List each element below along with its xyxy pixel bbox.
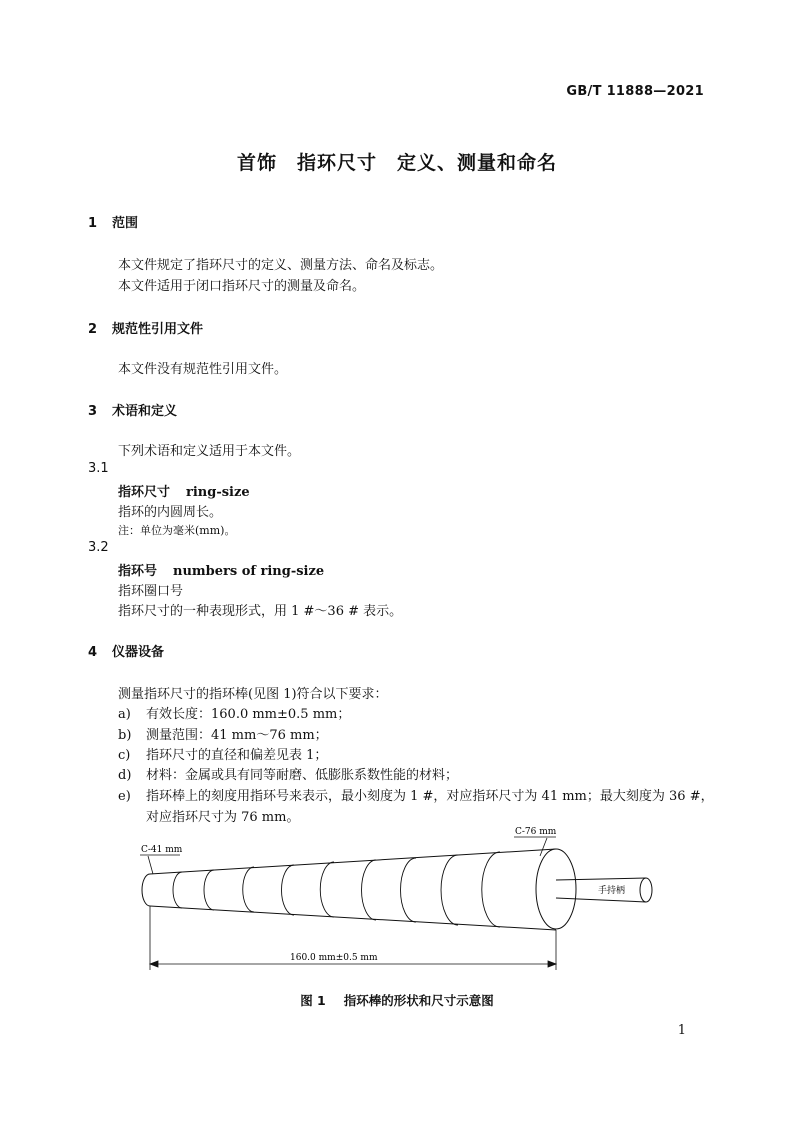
- term-alternative: 指环圈口号: [118, 584, 184, 599]
- list-text: 材料：金属或具有同等耐磨、低膨胀系数性能的材料；: [146, 768, 459, 783]
- label-handle: 手持柄: [598, 886, 626, 896]
- term-en: ring-size: [186, 485, 250, 500]
- graduation-rings: [173, 852, 500, 927]
- label-max-size: C-76 mm: [515, 827, 557, 837]
- section-title: 范围: [112, 216, 139, 231]
- section-number: 1: [88, 216, 98, 231]
- section-number: 3: [88, 404, 98, 419]
- section-title: 仪器设备: [112, 645, 165, 660]
- section-title: 规范性引用文件: [112, 322, 204, 337]
- paragraph: 测量指环尺寸的指环棒(见图 1)符合以下要求：: [118, 687, 388, 702]
- term-definition: 指环的内圆周长。: [118, 505, 223, 520]
- paragraph: 本文件适用于闭口指环尺寸的测量及命名。: [118, 279, 366, 294]
- section-number: 4: [88, 645, 98, 660]
- list-item-continuation: 对应指环尺寸为 76 mm。: [146, 810, 300, 825]
- list-text: 指环棒上的刻度用指环号来表示，最小刻度为 1 #，对应指环尺寸为 41 mm；最大刻度为 36 #，: [146, 789, 714, 804]
- list-text: 测量范围：41 mm～76 mm；: [146, 728, 328, 743]
- term-definition: 指环尺寸的一种表现形式，用 1 #～36 # 表示。: [118, 604, 403, 619]
- document-title: 首饰 指环尺寸 定义、测量和命名: [236, 152, 557, 174]
- term-en: numbers of ring-size: [173, 564, 325, 579]
- standard-number: GB/T 11888—2021: [566, 84, 704, 99]
- figure-caption: [0, 991, 794, 1009]
- term-number: 3.2: [88, 540, 109, 555]
- term-note: 注：单位为毫米(mm)。: [118, 524, 236, 537]
- paragraph: 下列术语和定义适用于本文件。: [118, 444, 301, 459]
- paragraph: 本文件没有规范性引用文件。: [118, 362, 288, 377]
- list-marker: c): [118, 748, 131, 763]
- label-max-leader: [540, 838, 547, 856]
- list-text: 有效长度：160.0 mm±0.5 mm；: [146, 707, 351, 722]
- list-text: 指环尺寸的直径和偏差见表 1；: [146, 748, 328, 763]
- mandrel-body: [142, 849, 576, 930]
- list-marker: d): [118, 768, 132, 783]
- label-min-size: C-41 mm: [141, 845, 183, 855]
- list-marker: e): [118, 789, 131, 804]
- label-min-leader: [148, 856, 153, 874]
- paragraph: 本文件规定了指环尺寸的定义、测量方法、命名及标志。: [118, 258, 444, 273]
- page-number: 1: [677, 1023, 686, 1038]
- section-title: 术语和定义: [112, 404, 178, 419]
- term-zh: 指环号: [118, 564, 158, 579]
- section-number: 2: [88, 322, 98, 337]
- term-zh: 指环尺寸: [118, 485, 171, 500]
- figure-title: 指环棒的形状和尺寸示意图: [343, 993, 494, 1008]
- list-marker: a): [118, 707, 131, 722]
- figure-number: 图 1: [300, 993, 326, 1008]
- label-length: 160.0 mm±0.5 mm: [290, 953, 378, 963]
- list-marker: b): [118, 728, 132, 743]
- term-number: 3.1: [88, 461, 109, 476]
